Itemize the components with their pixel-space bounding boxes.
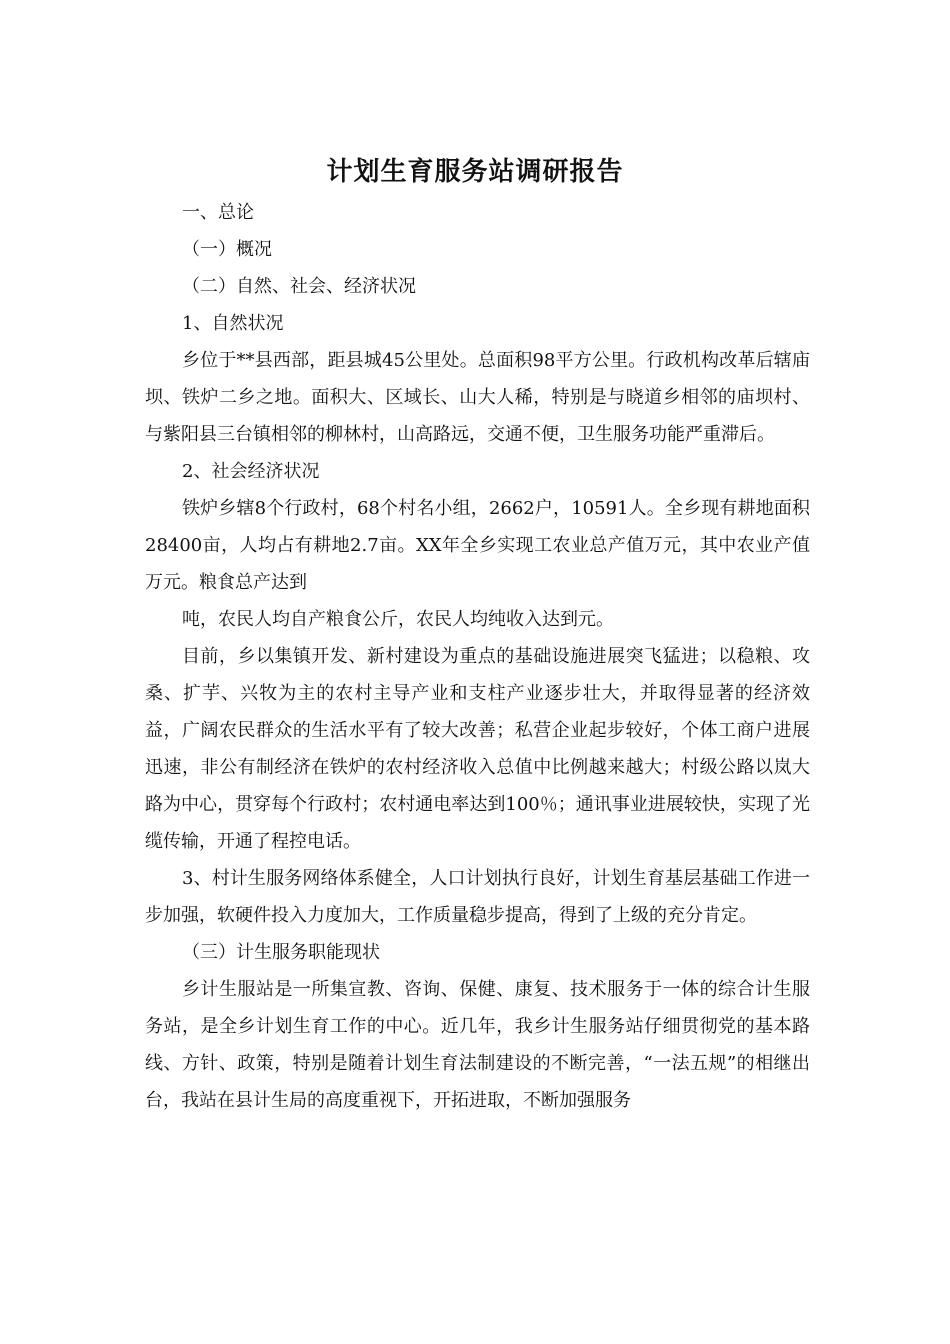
document-title: 计划生育服务站调研报告	[326, 157, 624, 187]
paragraph-natural-conditions: 乡位于**县西部，距县城45公里处。总面积98平方公里。行政机构改革后辖庙坝、铁炉二乡之地。面积大、区域长、山大人稀，特别是与晓道乡相邻的庙坝村、与紫阳县三台镇相邻的柳林村，山高路远，交通不便，卫生服务功能严重滞后。	[145, 350, 810, 445]
paragraph-grain-income: 吨，农民人均自产粮食公斤，农民人均纯收入达到元。	[182, 609, 614, 630]
heading-natural-conditions: 1、自然状况	[182, 313, 284, 334]
heading-natural-social-economic: （二）自然、社会、经济状况	[182, 276, 416, 297]
heading-general: 一、总论	[182, 202, 254, 223]
heading-overview: （一）概况	[182, 239, 272, 260]
paragraph-service-station: 乡计生服站是一所集宣教、咨询、保健、康复、技术服务于一体的综合计生服务站，是全乡计划生育工作的中心。近几年，我乡计生服务站仔细贯彻党的基本路线、方针、政策，特别是随着计划生育法制建设的不断完善，“一法五规”的相继出台，我站在县计生局的高度重视下，开拓进取，不断加强服务	[145, 979, 810, 1111]
heading-social-economic: 2、社会经济状况	[182, 461, 320, 482]
paragraph-population-farmland: 铁炉乡辖8个行政村，68个村名小组，2662户，10591人。全乡现有耕地面积28400亩，人均占有耕地2.7亩。XX年全乡实现工农业总产值万元，其中农业产值万元。粮食总产达到	[145, 498, 810, 593]
heading-service-functions: （三）计生服务职能现状	[182, 942, 380, 963]
document-body	[145, 194, 810, 1119]
paragraph-development: 目前，乡以集镇开发、新村建设为重点的基础设施进展突飞猛进；以稳粮、攻桑、扩芋、兴牧为主的农村主导产业和支柱产业逐步壮大，并取得显著的经济效益，广阔农民群众的生活水平有了较大改善；私营企业起步较好，个体工商户进展迅速，非公有制经济在铁炉的农村经济收入总值中比例越来越大；村级公路以岚大路为中心，贯穿每个行政村；农村通电率达到100％；通讯事业进展较快，实现了光缆传输，开通了程控电话。	[145, 646, 810, 852]
paragraph-service-network: 3、村计生服务网络体系健全，人口计划执行良好，计划生育基层基础工作进一步加强，软硬件投入力度加大，工作质量稳步提高，得到了上级的充分肯定。	[145, 868, 810, 926]
